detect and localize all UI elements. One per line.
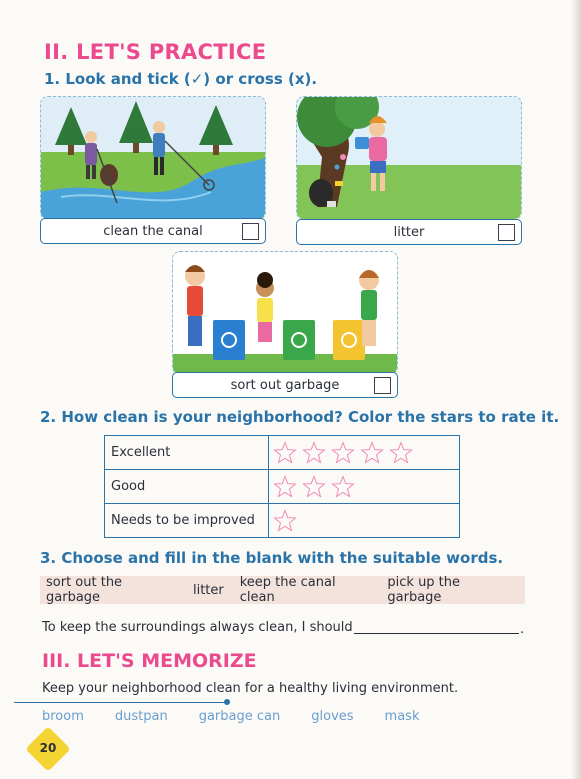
picture-litter	[296, 96, 522, 220]
star-icon[interactable]	[273, 509, 297, 533]
picture-sort-garbage	[172, 251, 398, 375]
vocab-item: broom	[42, 709, 84, 724]
picture-clean-canal	[40, 96, 266, 220]
rating-label: Excellent	[105, 436, 269, 470]
table-row	[105, 504, 460, 538]
word-option[interactable]: litter	[192, 582, 224, 598]
word-option[interactable]: keep the canal clean	[239, 575, 336, 605]
answer-blank[interactable]	[354, 633, 519, 634]
star-icon[interactable]	[302, 475, 326, 499]
question-2: 2. How clean is your neighborhood? Color the stars to rate it.	[40, 408, 560, 426]
divider-dot	[224, 699, 230, 705]
rating-table	[104, 435, 460, 538]
word-option[interactable]: pick up the garbage	[387, 575, 461, 605]
star-icon[interactable]	[273, 441, 297, 465]
question-3: 3. Choose and fill in the blank with the suitable words.	[40, 549, 504, 567]
caption-litter	[296, 219, 522, 245]
caption-sort-garbage	[172, 372, 398, 398]
tick-box[interactable]	[374, 377, 391, 394]
table-row	[105, 436, 460, 470]
star-icon[interactable]	[331, 475, 355, 499]
rating-stars	[269, 470, 460, 504]
vocab-item: garbage can	[198, 709, 281, 724]
star-icon[interactable]	[273, 475, 297, 499]
rating-label: Needs to be improved	[105, 504, 269, 538]
memorize-sentence: Keep your neighborhood clean for a healthy living environment.	[42, 681, 459, 696]
vocab-item: mask	[384, 709, 420, 724]
page-edge-shadow	[571, 0, 581, 779]
page-number: 20	[39, 741, 57, 755]
word-bank	[40, 576, 525, 604]
table-row	[105, 470, 460, 504]
rating-stars	[269, 436, 460, 470]
sentence-end: .	[520, 622, 525, 637]
rating-stars	[269, 504, 460, 538]
rating-label: Good	[105, 470, 269, 504]
star-icon[interactable]	[389, 441, 413, 465]
vocabulary-list	[42, 709, 450, 724]
section-title-memorize: III. LET'S MEMORIZE	[42, 650, 257, 672]
word-option[interactable]: sort out the garbage	[46, 575, 123, 605]
underline-divider	[14, 702, 228, 703]
caption-text: clean the canal	[103, 223, 203, 239]
section-title-practice: II. LET'S PRACTICE	[44, 40, 267, 64]
star-icon[interactable]	[360, 441, 384, 465]
caption-text: litter	[393, 224, 425, 240]
tick-box[interactable]	[242, 223, 259, 240]
star-icon[interactable]	[331, 441, 355, 465]
caption-text: sort out garbage	[230, 377, 340, 393]
question-1: 1. Look and tick (✓) or cross (x).	[44, 70, 318, 88]
caption-clean-canal	[40, 218, 266, 244]
tick-box[interactable]	[498, 224, 515, 241]
vocab-item: gloves	[311, 709, 354, 724]
vocab-item: dustpan	[114, 709, 168, 724]
star-icon[interactable]	[302, 441, 326, 465]
fill-sentence: To keep the surroundings always clean, I should	[42, 620, 353, 635]
